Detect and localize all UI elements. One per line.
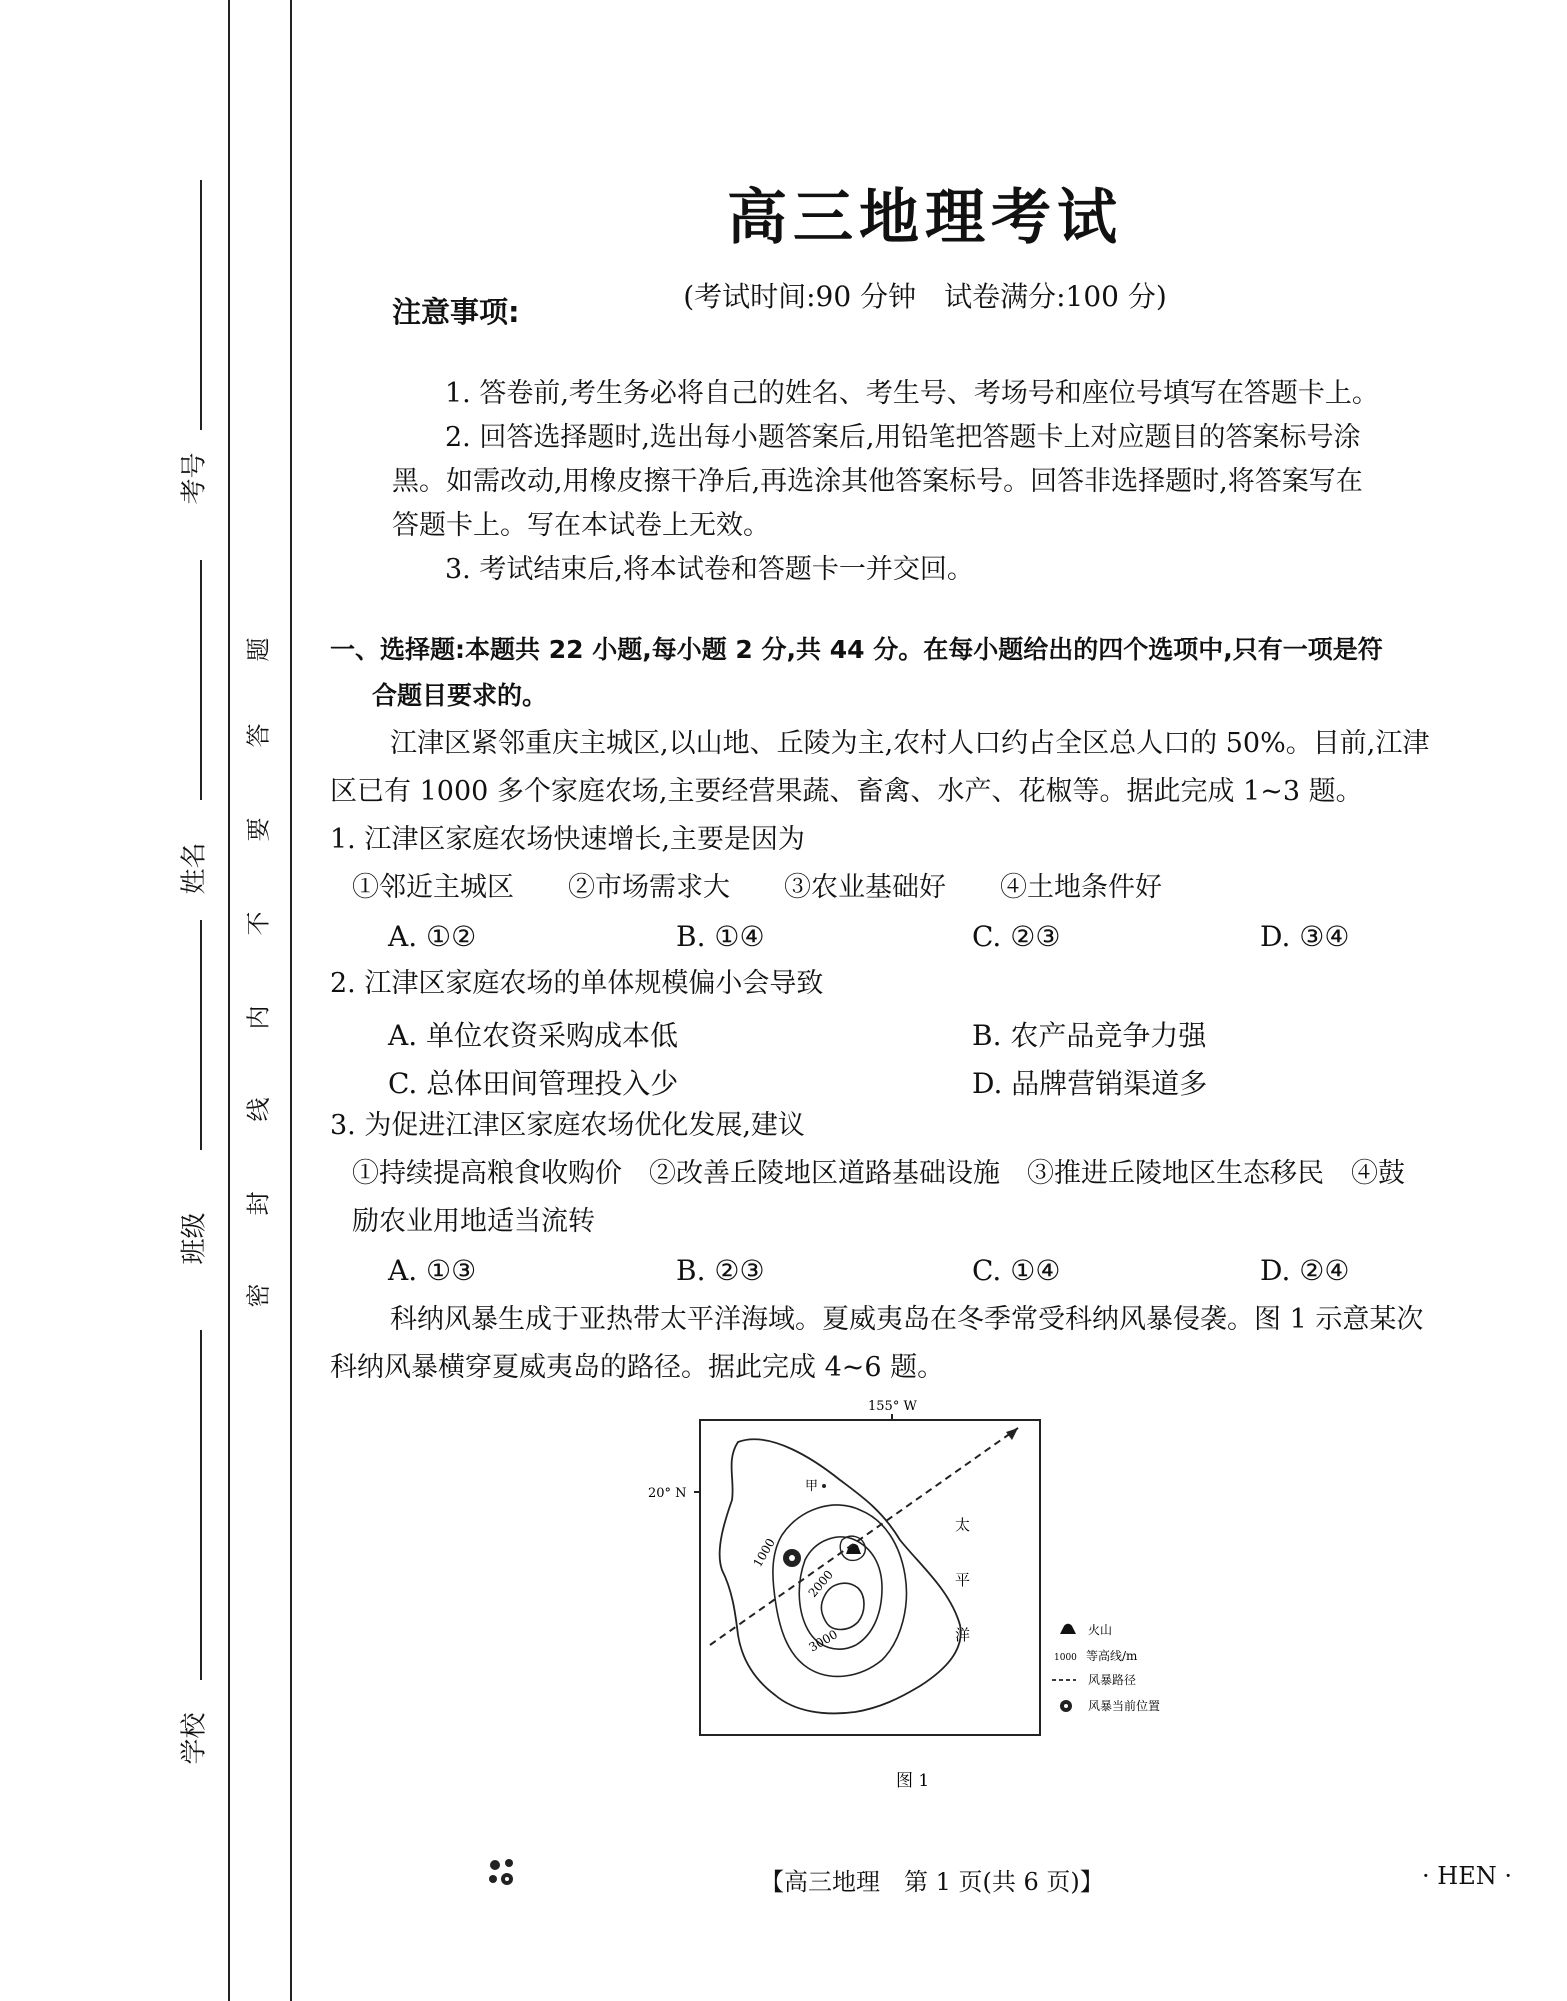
option-d: D. ②④	[1260, 1254, 1350, 1287]
contour-label: 1000	[750, 1536, 778, 1570]
storm-path-arrow	[1006, 1428, 1018, 1440]
lat-label: 20° N	[648, 1486, 687, 1501]
contour-1000	[773, 1505, 907, 1676]
banji-label: 班级	[179, 1212, 210, 1265]
legend-volcano: 火山	[1088, 1623, 1113, 1637]
coastline	[720, 1439, 961, 1713]
map-frame	[700, 1420, 1040, 1735]
option-a: A. ①③	[388, 1254, 477, 1287]
legend-volcano-icon	[1060, 1624, 1076, 1634]
figure-1-map	[620, 1390, 1240, 1810]
seal-char: 答	[244, 723, 273, 748]
notice-line: 2. 回答选择题时,选出每小题答案后,用铅笔把答题卡上对应题目的答案标号涂	[445, 422, 1361, 453]
kaohao-label: 考号	[179, 452, 210, 505]
storm-position-core	[789, 1555, 795, 1561]
notice-line: 答题卡上。写在本试卷上无效。	[392, 510, 770, 541]
place-jia: 甲	[805, 1479, 819, 1494]
question-stem: 3. 为促进江津区家庭农场优化发展,建议	[330, 1110, 805, 1141]
legend-contour: 等高线/m	[1086, 1649, 1138, 1663]
contour-label: 3000	[806, 1627, 840, 1655]
seal-char: 要	[244, 817, 273, 842]
question-items: ①邻近主城区 ②市场需求大 ③农业基础好 ④土地条件好	[352, 872, 1162, 903]
option-a: A. ①②	[388, 920, 477, 953]
page-info: 【高三地理 第 1 页(共 6 页)】	[760, 1868, 1104, 1896]
legend-path: 风暴路径	[1088, 1673, 1137, 1687]
margin-line-outer	[228, 0, 230, 2001]
notice-heading: 注意事项:	[392, 295, 520, 329]
contour-label: 2000	[805, 1567, 836, 1600]
xingming-label: 姓名	[179, 842, 210, 895]
passage-line: 科纳风暴横穿夏威夷岛的路径。据此完成 4~6 题。	[330, 1352, 945, 1383]
notice-line: 3. 考试结束后,将本试卷和答题卡一并交回。	[445, 554, 974, 585]
option-c: C. ②③	[972, 920, 1061, 953]
xingming-blank	[200, 560, 202, 800]
question-items-cont: 励农业用地适当流转	[352, 1206, 595, 1237]
xuexiao-blank	[200, 1330, 202, 1680]
option-b: B. 农产品竞争力强	[972, 1019, 1207, 1052]
margin-line-inner	[290, 0, 292, 2001]
seal-char: 密	[244, 1283, 273, 1308]
question-stem: 2. 江津区家庭农场的单体规模偏小会导致	[330, 968, 824, 999]
exam-code: · HEN ·	[1422, 1862, 1512, 1890]
seal-char: 不	[244, 911, 273, 936]
question-items: ①持续提高粮食收购价 ②改善丘陵地区道路基础设施 ③推进丘陵地区生态移民 ④鼓	[352, 1158, 1405, 1189]
seal-char: 题	[244, 637, 273, 662]
notice-line: 1. 答卷前,考生务必将自己的姓名、考生号、考场号和座位号填写在答题卡上。	[445, 378, 1379, 409]
passage-line: 江津区紧邻重庆主城区,以山地、丘陵为主,农村人口约占全区总人口的 50%。目前,江津	[390, 728, 1430, 759]
contour-3000	[821, 1583, 864, 1629]
option-c: C. 总体田间管理投入少	[388, 1067, 679, 1100]
option-b: B. ②③	[676, 1254, 765, 1287]
volcano-symbol	[846, 1544, 861, 1554]
flower-logo-icon	[485, 1855, 521, 1891]
xuexiao-label: 学校	[179, 1712, 210, 1765]
seal-char: 内	[244, 1005, 273, 1030]
ocean-char: 太	[955, 1516, 971, 1534]
ocean-char: 平	[955, 1571, 971, 1589]
exam-title: 高三地理考试	[727, 183, 1123, 253]
storm-path	[710, 1428, 1018, 1645]
section-heading: 一、选择题:本题共 22 小题,每小题 2 分,共 44 分。在每小题给出的四个选项中,只有一项是符	[330, 635, 1383, 664]
section-heading-cont: 合题目要求的。	[372, 681, 548, 710]
question-stem: 1. 江津区家庭农场快速增长,主要是因为	[330, 824, 805, 855]
lon-label: 155° W	[868, 1399, 917, 1414]
legend-contour-sample: 1000	[1054, 1653, 1077, 1663]
passage-line: 区已有 1000 多个家庭农场,主要经营果蔬、畜禽、水产、花椒等。据此完成 1~3 题。	[330, 776, 1363, 807]
option-d: D. ③④	[1260, 920, 1350, 953]
legend-storm-icon-core	[1064, 1704, 1068, 1708]
option-b: B. ①④	[676, 920, 765, 953]
seal-char: 线	[244, 1097, 273, 1122]
option-d: D. 品牌营销渠道多	[972, 1067, 1208, 1100]
passage-line: 科纳风暴生成于亚热带太平洋海域。夏威夷岛在冬季常受科纳风暴侵袭。图 1 示意某次	[390, 1304, 1424, 1335]
option-a: A. 单位农资采购成本低	[388, 1019, 679, 1052]
place-jia-dot	[822, 1484, 826, 1488]
kaohao-blank	[200, 180, 202, 430]
seal-char: 封	[244, 1191, 273, 1216]
ocean-char: 洋	[955, 1626, 971, 1644]
figure-caption: 图 1	[896, 1771, 930, 1791]
exam-subtitle: (考试时间:90 分钟 试卷满分:100 分)	[683, 280, 1167, 313]
option-c: C. ①④	[972, 1254, 1061, 1287]
banji-blank	[200, 920, 202, 1150]
notice-line: 黑。如需改动,用橡皮擦干净后,再选涂其他答案标号。回答非选择题时,将答案写在	[392, 466, 1363, 497]
legend-storm: 风暴当前位置	[1088, 1699, 1161, 1713]
